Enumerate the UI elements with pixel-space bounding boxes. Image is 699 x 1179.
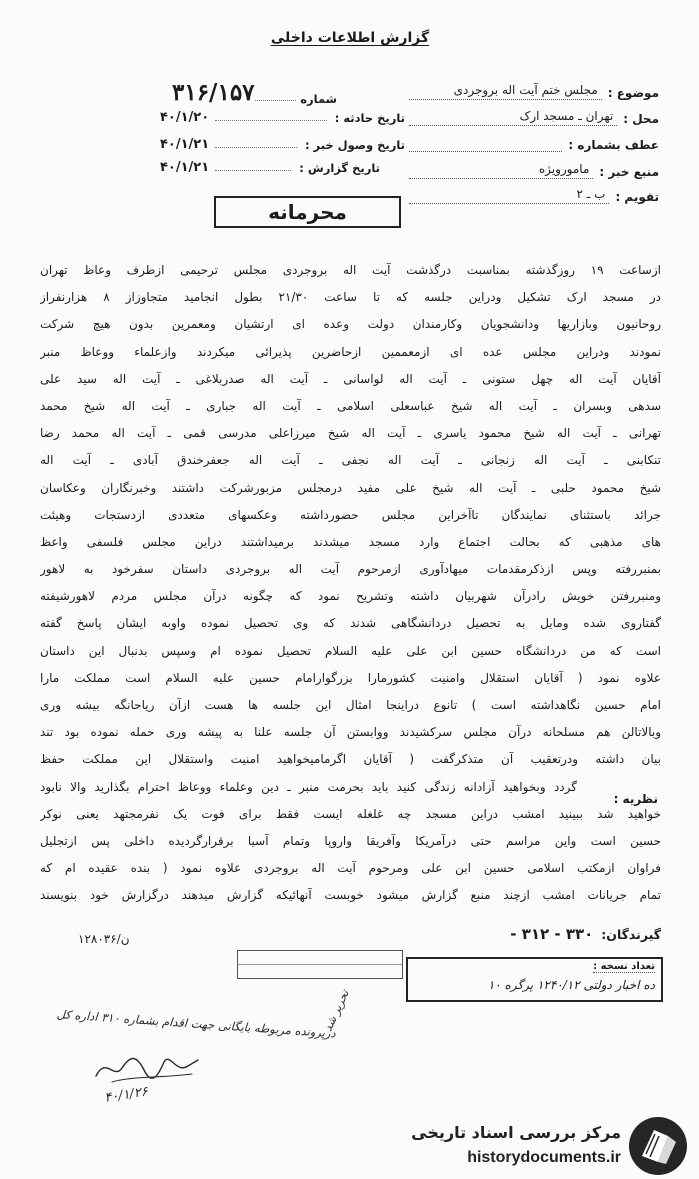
- copies-label: تعداد نسخه :: [593, 961, 655, 972]
- body-line: گردد وبخواهید آزادانه زندگی کنید باید بحرمت منبر ـ دین وعلماء ووعاظ احترام بگذارید والا نابود: [40, 779, 577, 794]
- body-line: نمودند ودراین مجلس عده ای ازمعممین ازحاضرین پذیرائی میکردند وازعلماء ووعاظ منبر: [40, 344, 661, 359]
- source-value: مامورویژه: [409, 160, 593, 179]
- body-line: وبالاتالن هم مسلحانه درآن مجلس سرکشیدند ووابستن آن جلسه علنا به پیشه وری حمله نموده بود تند: [40, 725, 661, 740]
- book-emblem-icon: [628, 1116, 688, 1176]
- location-label: محل :: [623, 112, 659, 126]
- reference-field: [409, 130, 659, 152]
- received-date-value: ۴۰/۱/۲۱: [160, 137, 210, 152]
- body-line: ومنبررفتن خویش رادرآن شهربیان داشته وتشریح نمود که چگونه درآن مجلس مردم لاهورشیفته: [40, 589, 661, 604]
- body-line: امام حسین نگاهداشته است ) تانوع دراینجا امثال این جلسه ها هست ازآن ریاحانگه بیشه وری: [40, 698, 661, 712]
- body-line: است که من دردانشگاه حسین ابن علی علیه السلام تحصیل نموده ام وسپس بدنبال این داستان: [40, 643, 661, 658]
- dotted-leader: [255, 100, 297, 101]
- body-line: آقایان آیت اله چهل ستونی ـ آیت اله لواسانی ـ آیت اله صدربلاغی ـ آیت اله سید علی: [40, 371, 661, 386]
- body-line: جرائد باستثنای نمایندگان تاآخراین مجلس حضورداشته وعکسهای متعددی ازدستجات وهیئت: [40, 507, 661, 522]
- handwritten-note: درپرونده مربوطه بایگانی جهت اقدام بشماره ۳۱۰ اداره کل: [56, 1006, 337, 1041]
- body-line: تهرانی ـ آیت اله شیخ محمود یاسری ـ آیت اله شیخ میرزاعلی مدرسی قمی ـ آیت اله محمد رضا: [40, 426, 661, 441]
- signature-date: ۴۰/۱/۲۶: [103, 1084, 149, 1106]
- body-line: خواهید شد ببینید امشب دراین مسجد چه غلغله ایست فقط برای فوت یک نفرمجتهد یعنی نوکر: [40, 806, 661, 821]
- empty-stamp-box: [237, 950, 403, 979]
- body-line: فراوان ازمکتب اسلامی حسین ابن علی ومرحوم آیت اله بروجردی علاوه نمود ( بنده عقیده ام که: [40, 861, 661, 876]
- source-label: منبع خبر :: [599, 165, 659, 179]
- body-line: بیان داشته ودرتعقیب آن متذکرگفت ( آقایان اگرمامیخواهید امنیت واستقلال این مملکت حفظ: [40, 752, 661, 767]
- body-line: سدهی وبسران ـ آیت اله شیخ عباسعلی اسلامی ـ آیت اله جباری ـ آیت اله شیخ محمد: [40, 398, 661, 413]
- classification-stamp: محرمانه: [214, 196, 401, 228]
- recipients-field: [421, 925, 661, 943]
- body-line: ازساعت ۱۹ روزگذشته بمناسبت درگذشت آیت اله بروجردی مجلس ترحیمی ازطرف وعاظ تهران: [40, 263, 661, 277]
- dotted-leader: [215, 120, 327, 121]
- document-number-value: ۳۱۶/۱۵۷: [172, 79, 255, 106]
- opinion-label: نظریه :: [613, 792, 658, 806]
- report-body: [40, 257, 661, 910]
- recipients-value: ۳۳۰ - ۳۱۲ -: [510, 925, 594, 943]
- report-date-label: تاریخ گزارش :: [299, 161, 380, 175]
- report-date-value: ۴۰/۱/۲۱: [160, 160, 210, 175]
- evaluation-label: تقویم :: [615, 190, 659, 204]
- watermark-website: historydocuments.ir: [467, 1149, 621, 1166]
- subject-field: [409, 78, 659, 100]
- location-field: [409, 104, 659, 126]
- file-number: ۱۲۸۰۳۶/ن: [78, 932, 130, 946]
- report-date-field: [160, 153, 380, 175]
- dotted-leader: [215, 170, 291, 171]
- recipients-label: گیرندگان:: [601, 927, 661, 942]
- incident-date-field: [160, 103, 405, 125]
- body-line: های مذهبی که بحالت اجتماع وارد مسجد میشدند برمیداشتند دراین مجلس فلسفی واعظ: [40, 534, 661, 549]
- body-line: گفتاروی شده ومایل به تحصیل دردانشگاهی شدند که وی تحصیل نموده واوبه ایشان پاسخ گفته: [40, 616, 661, 631]
- document-number-label: شماره: [300, 92, 337, 106]
- box-divider: [238, 964, 402, 965]
- location-value: تهران ـ مسجد ارک: [409, 107, 617, 126]
- body-line: حسین است واین مراسم حتی درآمریکا وآفریقا واروپا وتمام آسیا برقرارگردیده داخلی پس ازتجلیل: [40, 833, 661, 848]
- incident-date-label: تاریخ حادثه :: [334, 111, 405, 125]
- reference-label: عطف بشماره :: [568, 138, 659, 152]
- source-field: [409, 157, 659, 179]
- received-date-label: تاریخ وصول خبر :: [304, 138, 405, 152]
- document-title: گزارش اطلاعات داخلی: [270, 30, 430, 46]
- body-line: تمام جریانات امشب ازچند منبع گزارش میشود خوبست آنهائیکه گزارش میدهند درگزارش خود بنویسند: [40, 888, 661, 903]
- body-line: علاوه نمود ( آقایان استقلال وامنیت کشورمارا بزرگوارامام حسین علیه السلام است مملکت مارا: [40, 670, 661, 685]
- body-line: تنکابنی ـ آیت اله زنجانی ـ آیت اله نجفی ـ آیت اله جعفرخندق آبادی ـ آیت اله: [40, 453, 661, 468]
- body-line: روحانیون وبازاریها ودانشجویان وکارمندان دولت وعده ای ارتشیان ومعمرین بدون هیچ شرکت: [40, 317, 661, 332]
- document-number-field: [172, 76, 337, 106]
- incident-date-value: ۴۰/۱/۲۰: [160, 110, 210, 125]
- subject-value: مجلس ختم آیت اله بروجردی: [409, 81, 602, 100]
- body-line: بمنبررفته وپس ازذکرمقدمات میهادآوری ازمرحوم آیت اله بروجردی داستان سفرخود به لاهور: [40, 562, 661, 577]
- body-line: شیخ محمود حلبی ـ آیت اله شیخ علی مفید درمجلس مزبورشرکت داشتند وخبرنگاران وعکاسان: [40, 480, 661, 495]
- watermark-org-name: مرکز بررسی اسناد تاریخی: [411, 1123, 621, 1142]
- received-date-field: [160, 130, 405, 152]
- reference-value: [409, 151, 562, 152]
- evaluation-field: [409, 182, 659, 204]
- copies-value: ده اخبار دولتی ۱۲۴۰/۱۲ پرگره ۱۰: [487, 978, 655, 992]
- subject-label: موضوع :: [607, 86, 659, 100]
- evaluation-value: ب ـ ۲: [409, 185, 609, 204]
- dotted-leader: [215, 147, 297, 148]
- copies-stamp-box: [406, 957, 663, 1002]
- body-line: در مسجد ارک تشکیل ودراین جلسه که تا ساعت ۲۱/۳۰ بطول انجامید متجاوزاز ۸ هزارنفراز: [40, 290, 661, 305]
- handwritten-mark: تحریر شد: [321, 988, 352, 1034]
